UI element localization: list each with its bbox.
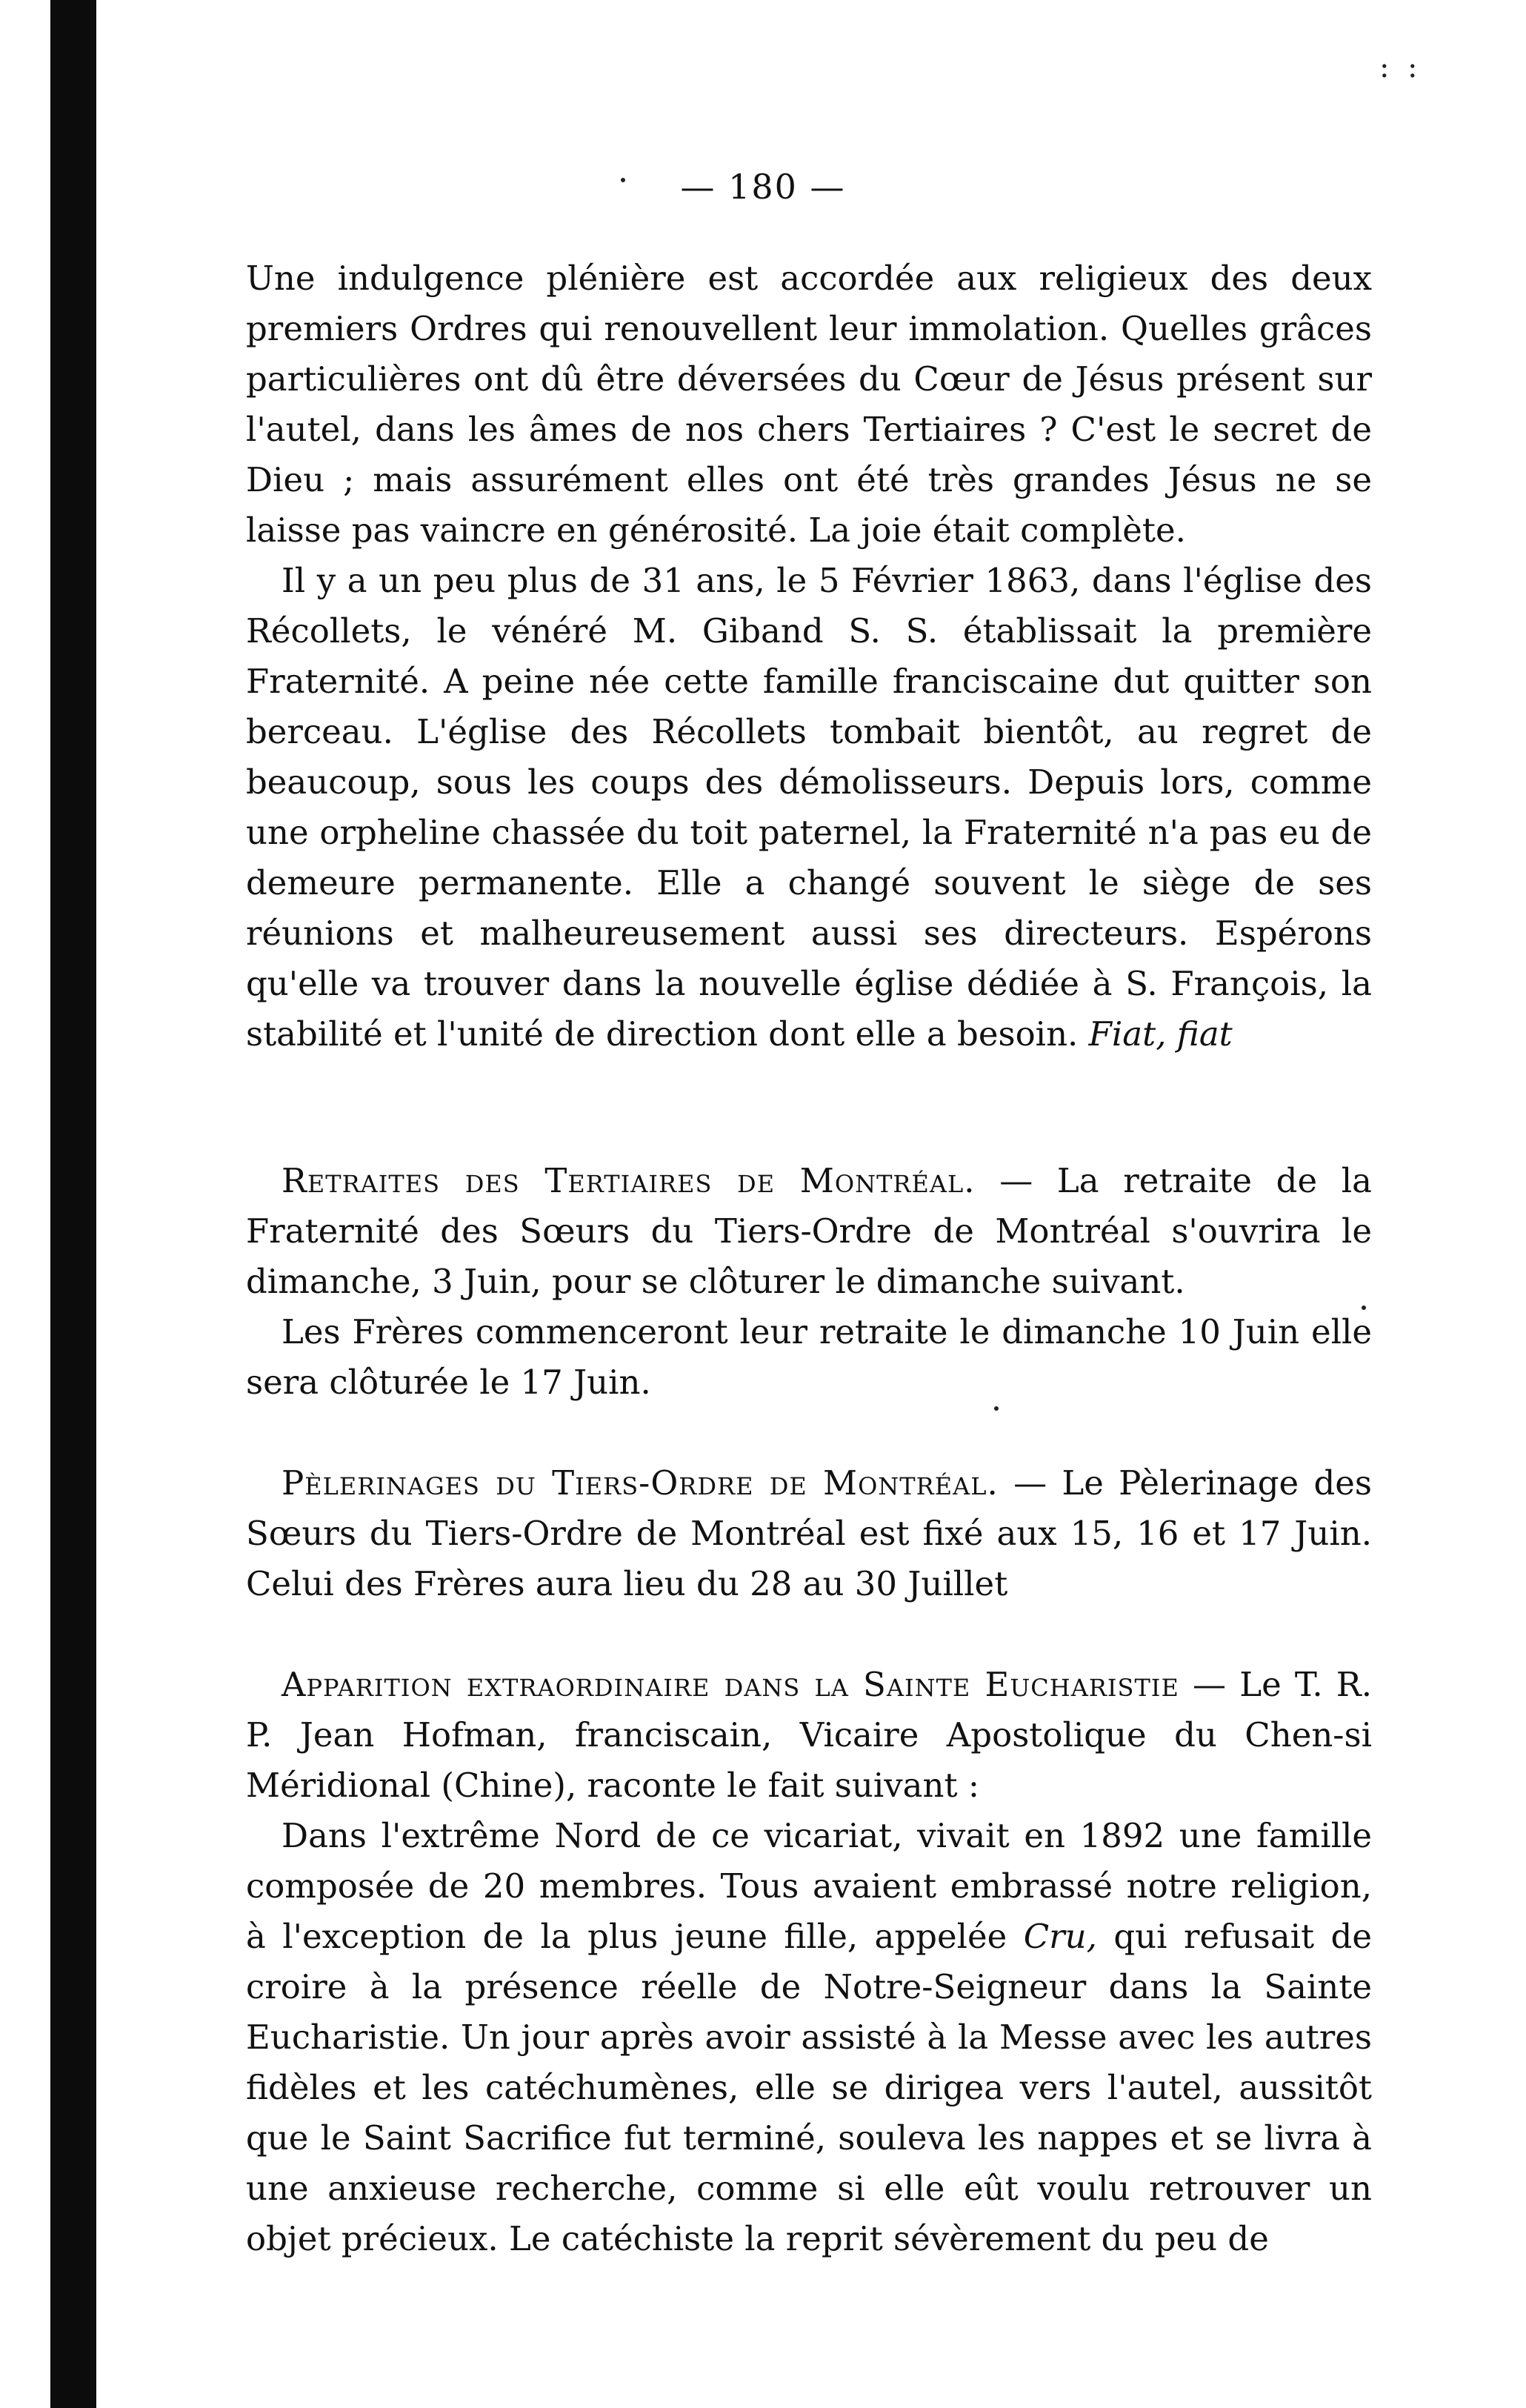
corner-mark: : xyxy=(1379,50,1390,84)
apparition-paragraph xyxy=(246,1660,1372,1811)
retraites-paragraph xyxy=(246,1156,1372,1307)
binding-mark xyxy=(111,1417,141,1439)
section-apparition xyxy=(246,1660,1372,2264)
apparition-intro-text: — Le T. R. P. Jean Hofman, franciscain, Vicaire Apostolique du Chen-si Méridional (Chine), raconte le fait suivant : xyxy=(246,1665,1372,1805)
page-number: — 180 — xyxy=(680,167,846,207)
intro-text xyxy=(246,253,1372,1060)
paragraph-indulgence: Une indulgence plénière est accordée aux religieux des deux premiers Ordres qui renouvellent leur immolation. Quelles grâces particulières ont dû être déversées du Cœur de Jésus présent sur l'autel, dans les âmes de nos chers Tertiaires ? C'est le secret de Dieu ; mais assurément elles ont été très grandes Jésus ne se laisse pas vaincre en générosité. La joie était complète. xyxy=(246,259,1372,550)
story-text-before-name: Dans l'extrême Nord de ce vicariat, vivait en 1892 une famille composée de 20 membres. Tous avaient embrassé notre religion, à l'exception de la plus jeune fille, appelée xyxy=(246,1816,1372,1956)
pelerinages-text: — Le Pèlerinage des Sœurs du Tiers-Ordre de Montréal est fixé aux 15, 16 et 17 Juin. Celui des Frères aura lieu du 28 au 30 Juillet xyxy=(246,1463,1372,1603)
corner-mark: : xyxy=(1407,50,1418,84)
retraites-text: — La retraite de la Fraternité des Sœurs du Tiers-Ordre de Montréal s'ouvrira le dimanche, 3 Juin, pour se clôturer le dimanche suivant. xyxy=(246,1161,1372,1301)
paragraph-fraternite-text: Il y a un peu plus de 31 ans, le 5 Février 1863, dans l'église des Récollets, le vénéré M. Giband S. S. établissait la première Fraternité. A peine née cette famille franciscaine dut quitter son berceau. L'église des Récollets tombait bientôt, au regret de beaucoup, sous les coups des démolisseurs. Depuis lors, comme une orpheline chassée du toit paternel, la Fraternité n'a pas eu de demeure permanente. Elle a changé souvent le siège de ses réunions et malheureusement aussi ses directeurs. Espérons qu'elle va trouver dans la nouvelle église dédiée à S. François, la stabilité et l'unité de direction dont elle a besoin. xyxy=(246,561,1372,1054)
section-heading-retraites: Retraites des Tertiaires de Montréal. xyxy=(281,1161,976,1200)
apparition-story-paragraph xyxy=(246,1811,1372,2264)
scan-binding-edge xyxy=(50,0,96,2408)
italic-name-cru: Cru, xyxy=(1023,1917,1097,1956)
italic-fiat: Fiat, fiat xyxy=(1088,1014,1233,1054)
section-pelerinages xyxy=(246,1458,1372,1609)
story-text-after-name: qui refusait de croire à la présence réelle de Notre-Seigneur dans la Sainte Eucharistie. Un jour après avoir assisté à la Messe avec les autres fidèles et les catéchumènes, elle se dirigea vers l'autel, aussitôt que le Saint Sacrifice fut terminé, souleva les nappes et se livra à une anxieuse recherche, comme si elle eût voulu retrouver un objet précieux. Le catéchiste la reprit sévèrement du peu de xyxy=(246,1917,1372,2258)
section-heading-pelerinages: Pèlerinages du Tiers-Ordre de Montréal. xyxy=(281,1463,999,1503)
binding-mark xyxy=(111,935,141,953)
pelerinages-paragraph xyxy=(246,1458,1372,1609)
section-heading-apparition: Apparition extraordinaire dans la Sainte Eucharistie xyxy=(281,1665,1179,1704)
paragraph-fraternite xyxy=(246,556,1372,1060)
retraites-freres-paragraph: Les Frères commenceront leur retraite le dimanche 10 Juin elle sera clôturée le 17 Juin. xyxy=(246,1312,1372,1402)
section-retraites xyxy=(246,1156,1372,1408)
